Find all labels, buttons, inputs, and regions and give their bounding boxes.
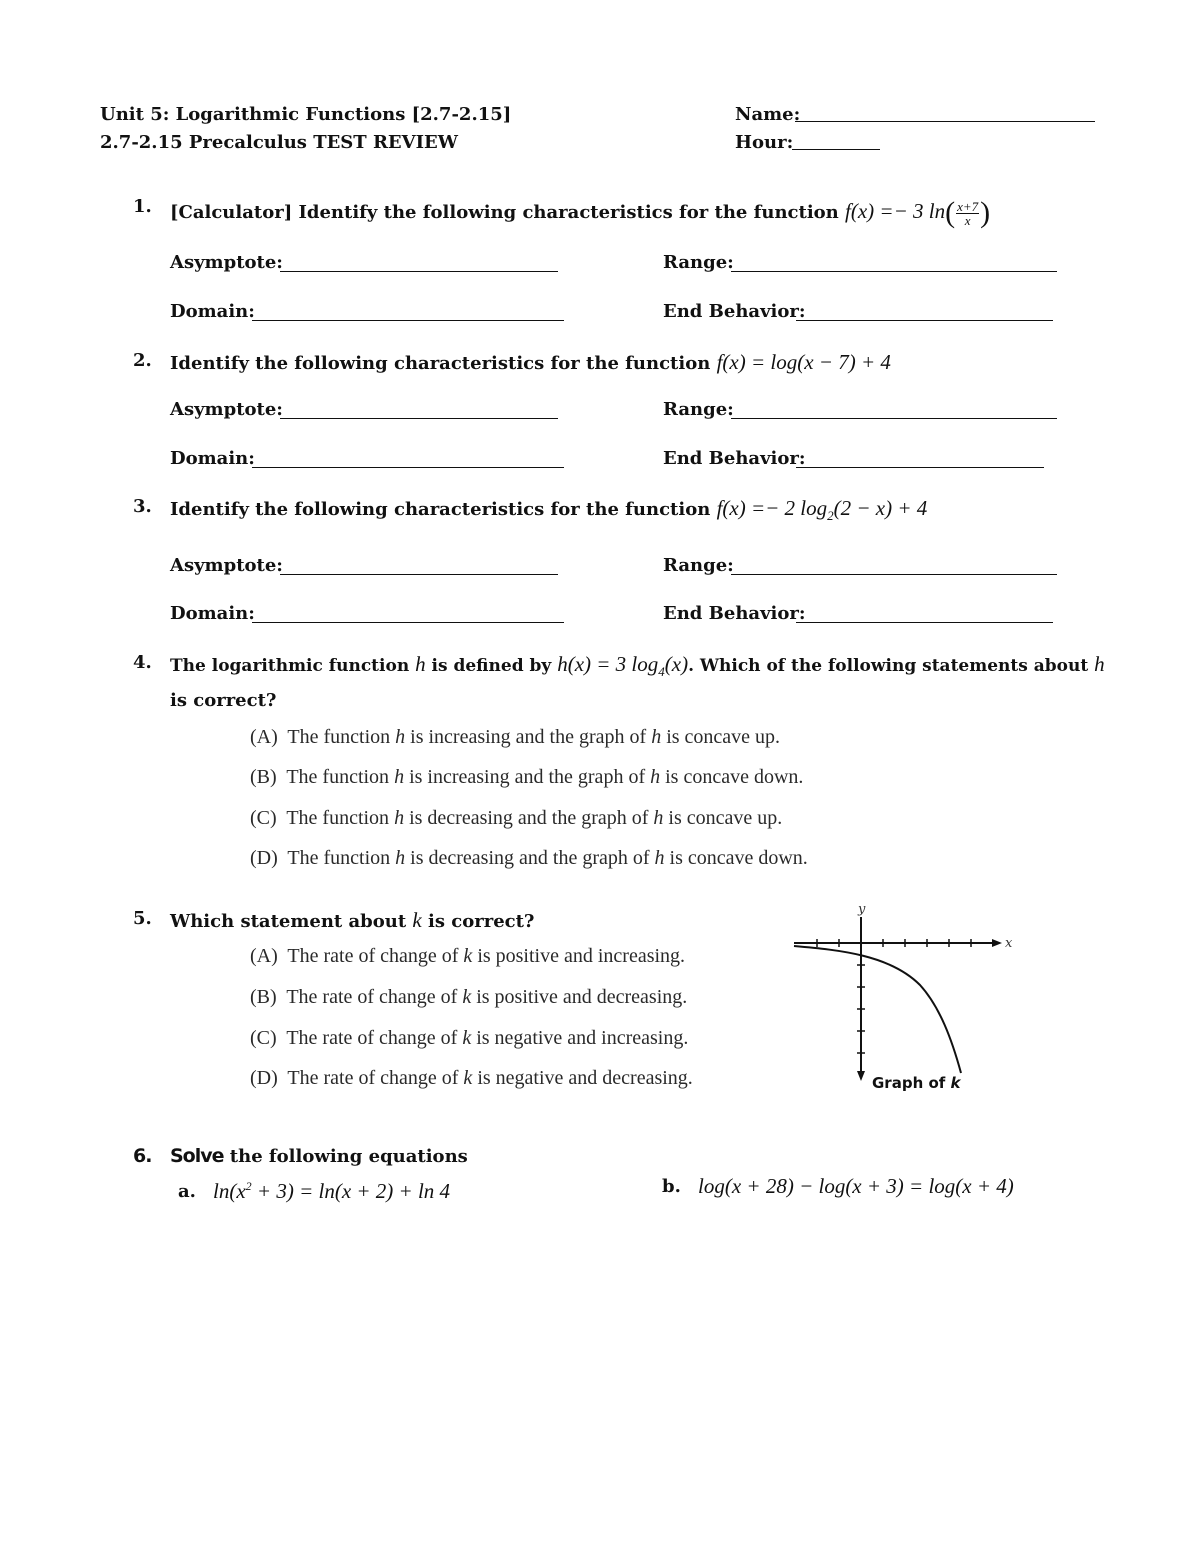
q4-option-c[interactable] xyxy=(250,807,782,830)
q2-end-behavior-field[interactable] xyxy=(796,467,1044,468)
q3-end-behavior-label: End Behavior: xyxy=(663,603,806,624)
q1-domain-label: Domain: xyxy=(170,301,255,322)
option-letter: (C) xyxy=(250,807,277,829)
q4-option-b[interactable] xyxy=(250,766,803,789)
q5-prompt-2: is correct? xyxy=(421,911,535,932)
y-axis-label: y xyxy=(858,902,866,917)
q6a-equation xyxy=(213,1179,450,1204)
q1-end-behavior-field[interactable] xyxy=(796,320,1053,321)
q2-end-behavior-label: End Behavior: xyxy=(663,448,806,469)
graph-caption xyxy=(872,1074,961,1092)
option-var: h xyxy=(395,726,406,748)
q1-frac-num: x+7 xyxy=(957,198,979,214)
page-title: 2.7-2.15 Precalculus TEST REVIEW xyxy=(100,132,458,153)
q1-range-label: Range: xyxy=(663,252,734,273)
q3-log-base: 2 xyxy=(827,508,834,523)
q4-text-cont: is correct? xyxy=(170,690,277,711)
option-text: is negative and decreasing. xyxy=(472,1067,693,1089)
unit-title: Unit 5: Logarithmic Functions [2.7-2.15] xyxy=(100,104,512,125)
q2-domain-field[interactable] xyxy=(252,467,564,468)
name-field[interactable] xyxy=(795,121,1095,122)
q1-fraction xyxy=(956,200,979,227)
q6-prompt: the following equations xyxy=(223,1146,468,1167)
q6-text xyxy=(170,1145,468,1167)
option-var: h xyxy=(394,766,405,788)
option-var: h xyxy=(653,807,664,829)
q5-text xyxy=(170,908,534,933)
q3-function-pre: f(x) =− 2 log xyxy=(716,496,828,520)
q1-prompt: [Calculator] Identify the following characteristics for the function xyxy=(170,201,846,223)
q3-function xyxy=(716,496,928,523)
q4-function-post: (x) xyxy=(664,652,689,676)
q4-number: 4. xyxy=(133,652,152,673)
option-text: is concave down. xyxy=(660,766,804,788)
option-letter: (D) xyxy=(250,847,278,869)
option-text: is increasing and the graph of xyxy=(405,726,652,748)
q6-solve: Solve xyxy=(170,1145,224,1167)
option-text: is concave up. xyxy=(663,807,783,829)
q4-prompt-3: . Which of the following statements about xyxy=(688,656,1095,676)
option-var: h xyxy=(395,847,406,869)
option-text: The rate of change of xyxy=(287,1067,464,1089)
q4-prompt-1: The logarithmic function xyxy=(170,656,416,676)
curve-k xyxy=(794,946,961,1073)
q6-number: 6. xyxy=(133,1145,152,1167)
q4-prompt-2: is defined by xyxy=(425,656,558,676)
q6a-label: a. xyxy=(178,1181,196,1202)
q4-function xyxy=(557,652,689,679)
q5-prompt-1: Which statement about xyxy=(170,911,413,932)
q2-range-label: Range: xyxy=(663,399,734,420)
option-text: is decreasing and the graph of xyxy=(404,807,654,829)
q4-function-pre: h(x) = 3 log xyxy=(557,652,659,676)
q2-text xyxy=(170,350,891,375)
q5-option-b[interactable] xyxy=(250,986,687,1009)
q1-domain-field[interactable] xyxy=(252,320,564,321)
option-letter: (B) xyxy=(250,766,277,788)
option-var: k xyxy=(462,1027,472,1049)
option-text: is increasing and the graph of xyxy=(404,766,651,788)
name-label: Name: xyxy=(735,104,801,125)
graph-caption-var: k xyxy=(950,1074,961,1092)
q6a-eq-pre: ln(x xyxy=(213,1179,246,1203)
q1-text xyxy=(170,196,990,230)
q1-asymptote-label: Asymptote: xyxy=(170,252,283,273)
option-letter: (A) xyxy=(250,945,278,967)
q1-asymptote-field[interactable] xyxy=(280,271,558,272)
q5-option-a[interactable] xyxy=(250,945,685,968)
q6b-label: b. xyxy=(662,1176,681,1197)
hour-field[interactable] xyxy=(792,149,880,150)
q4-text xyxy=(170,652,1105,680)
q5-option-c[interactable] xyxy=(250,1027,688,1050)
q2-function: f(x) = log(x − 7) + 4 xyxy=(716,350,891,374)
option-text: is negative and increasing. xyxy=(471,1027,689,1049)
q4-option-a[interactable] xyxy=(250,726,780,749)
q1-frac-den: x xyxy=(964,212,971,228)
q5-var: k xyxy=(412,908,422,932)
option-var: k xyxy=(463,945,473,967)
option-text: is concave up. xyxy=(661,726,781,748)
option-text: is decreasing and the graph of xyxy=(405,847,655,869)
option-var: k xyxy=(462,986,472,1008)
q6a-exponent: 2 xyxy=(245,1179,252,1193)
q3-range-label: Range: xyxy=(663,555,734,576)
option-var: k xyxy=(463,1067,473,1089)
q1-function: f(x) =− 3 ln( $\frac{x+7}{x}$ ) xyxy=(845,196,991,229)
q1-number: 1. xyxy=(133,196,152,217)
option-text: The function xyxy=(286,807,395,829)
q6b-equation: log(x + 28) − log(x + 3) = log(x + 4) xyxy=(698,1174,1014,1198)
option-letter: (A) xyxy=(250,726,278,748)
q3-asymptote-field[interactable] xyxy=(280,574,558,575)
q3-prompt: Identify the following characteristics for the function xyxy=(170,499,717,520)
option-text: The rate of change of xyxy=(286,1027,463,1049)
hour-label: Hour: xyxy=(735,132,794,153)
option-var: h xyxy=(394,807,405,829)
q6a-eq-post: + 3) = ln(x + 2) + ln 4 xyxy=(251,1179,451,1203)
q3-function-post: (2 − x) + 4 xyxy=(833,496,928,520)
q2-asymptote-field[interactable] xyxy=(280,418,558,419)
q4-log-base: 4 xyxy=(658,664,665,679)
option-text: The function xyxy=(287,726,396,748)
q5-option-d[interactable] xyxy=(250,1067,693,1090)
option-text: is positive and increasing. xyxy=(472,945,686,967)
q1-function-lhs: f(x) =− 3 ln xyxy=(845,198,946,223)
x-axis-label: x xyxy=(1005,936,1013,951)
option-var: h xyxy=(651,726,662,748)
q1-range-field[interactable] xyxy=(731,271,1057,272)
graph-of-k xyxy=(780,895,1020,1095)
option-text: The rate of change of xyxy=(287,945,464,967)
q2-number: 2. xyxy=(133,350,152,371)
option-text: The function xyxy=(287,847,396,869)
q2-asymptote-label: Asymptote: xyxy=(170,399,283,420)
option-var: h xyxy=(654,847,665,869)
q3-range-field[interactable] xyxy=(731,574,1057,575)
q1-end-behavior-label: End Behavior: xyxy=(663,301,806,322)
q2-prompt: Identify the following characteristics for the function xyxy=(170,353,717,374)
q3-number: 3. xyxy=(133,496,152,517)
option-var: h xyxy=(650,766,661,788)
option-text: is positive and decreasing. xyxy=(471,986,688,1008)
x-axis-arrow-icon xyxy=(992,939,1002,947)
q4-option-d[interactable] xyxy=(250,847,808,870)
option-letter: (D) xyxy=(250,1067,278,1089)
option-text: The function xyxy=(286,766,395,788)
q5-number: 5. xyxy=(133,908,152,929)
q4-var: h xyxy=(415,652,426,676)
q3-domain-label: Domain: xyxy=(170,603,255,624)
y-axis-arrow-icon xyxy=(857,1071,865,1081)
option-letter: (C) xyxy=(250,1027,277,1049)
option-text: is concave down. xyxy=(664,847,808,869)
option-letter: (B) xyxy=(250,986,277,1008)
q3-text xyxy=(170,496,927,524)
q4-var-2: h xyxy=(1094,652,1105,676)
graph-caption-text: Graph of xyxy=(872,1074,951,1092)
q2-domain-label: Domain: xyxy=(170,448,255,469)
q3-domain-field[interactable] xyxy=(252,622,564,623)
q3-end-behavior-field[interactable] xyxy=(796,622,1053,623)
q2-range-field[interactable] xyxy=(731,418,1057,419)
q3-asymptote-label: Asymptote: xyxy=(170,555,283,576)
option-text: The rate of change of xyxy=(286,986,463,1008)
